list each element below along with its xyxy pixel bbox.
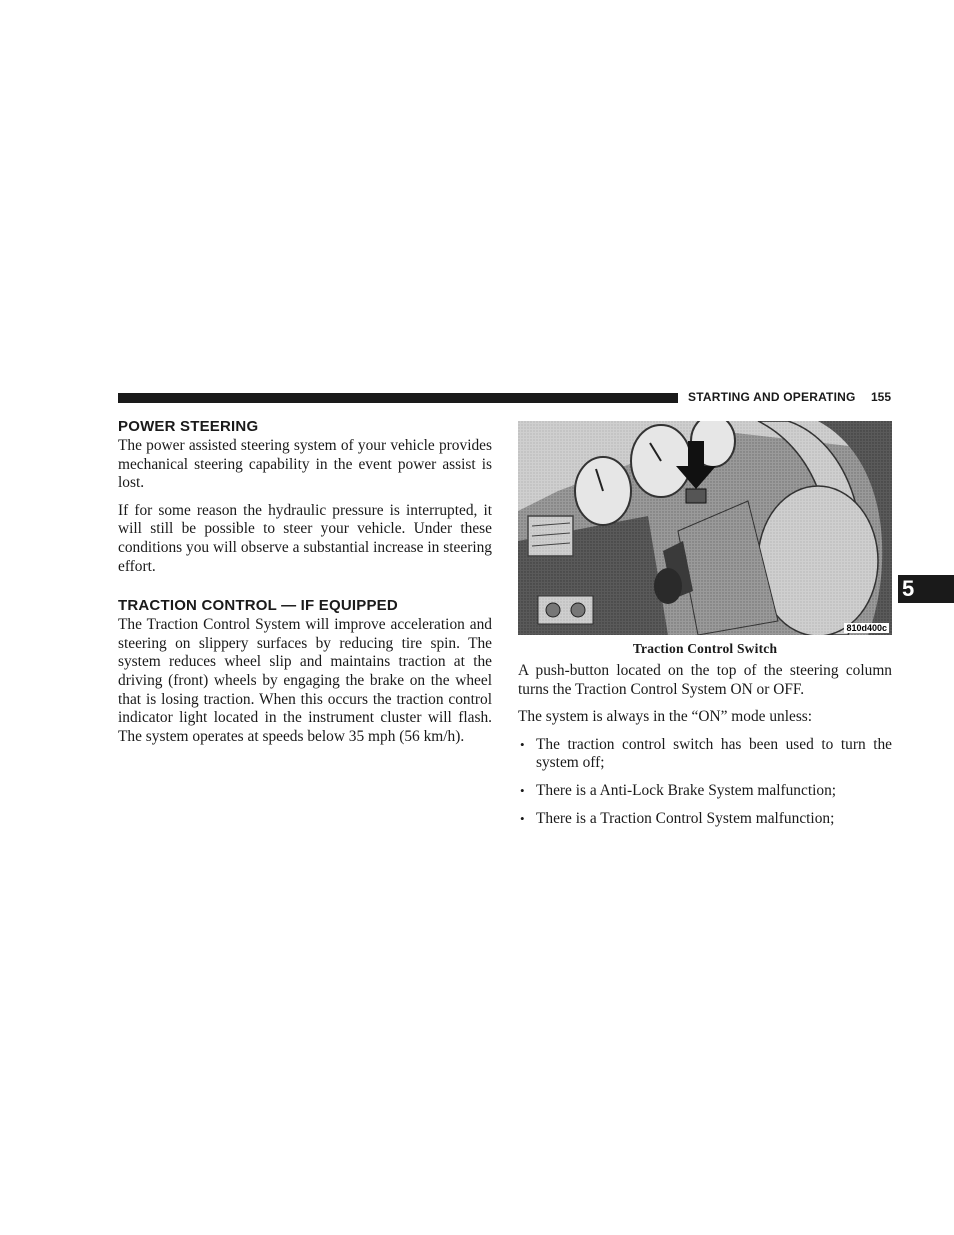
list-item-text: There is a Traction Control System malfunction;: [536, 809, 835, 827]
right-column: [518, 662, 892, 837]
chapter-tab: 5: [898, 575, 954, 603]
power-steering-paragraph-2: If for some reason the hydraulic pressure is interrupted, it will still be possible to steer your vehicle. Under these conditions you will observe a substantial increase in steering effort.: [118, 501, 492, 575]
running-header-section: STARTING AND OPERATING: [688, 390, 856, 404]
traction-control-heading: TRACTION CONTROL — IF EQUIPPED: [118, 597, 398, 615]
list-item-text: The traction control switch has been used to turn the system off;: [536, 735, 892, 772]
traction-control-switch-figure: [518, 421, 892, 635]
list-item: [518, 736, 892, 773]
left-column: [118, 418, 492, 755]
page-number: 155: [871, 390, 892, 404]
on-mode-conditions-list: [518, 736, 892, 828]
list-item-text: There is a Anti-Lock Brake System malfunction;: [536, 781, 837, 799]
list-item: [518, 810, 892, 829]
figure-code: 810d400c: [846, 623, 887, 633]
traction-control-paragraph-1: The Traction Control System will improve acceleration and steering on slippery surfaces by reducing tire spin. The system reduces wheel slip and maintains traction at the driving (front) wheels by engaging the brake on the wheel that is losing traction. When this occurs the traction control indicator light located in the instrument cluster will flash. The system operates at speeds below 35 mph (56 km/h).: [118, 616, 492, 745]
bullet-icon: •: [520, 736, 525, 752]
bullet-icon: •: [520, 810, 525, 826]
power-steering-paragraph-1: The power assisted steering system of your vehicle provides mechanical steering capability in the event power assist is lost.: [118, 437, 492, 492]
power-steering-heading: POWER STEERING: [118, 418, 259, 435]
bullet-icon: •: [520, 782, 525, 798]
header-rule: [118, 393, 678, 403]
push-button-paragraph: A push-button located on the top of the steering column turns the Traction Control System ON or OFF.: [518, 662, 892, 698]
figure-caption: Traction Control Switch: [632, 641, 778, 656]
on-mode-paragraph: The system is always in the “ON” mode unless:: [518, 708, 813, 726]
list-item: [518, 782, 892, 801]
dashboard-illustration: [518, 421, 892, 635]
